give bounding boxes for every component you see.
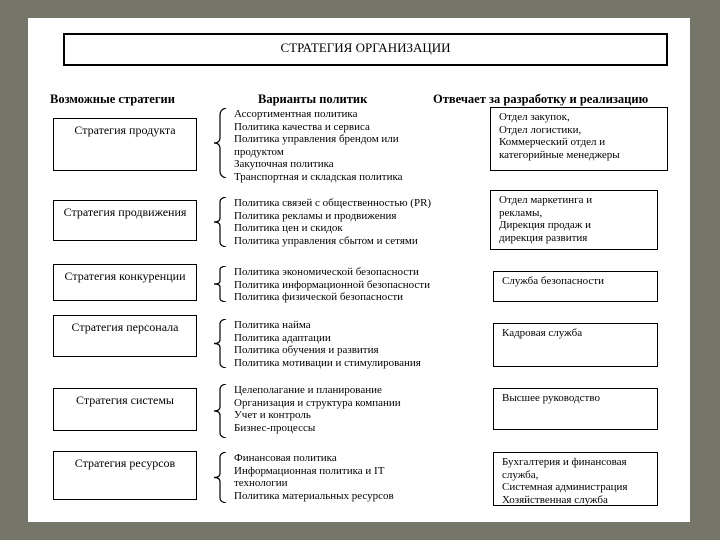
responsible-item: Отдел логистики, (499, 123, 582, 136)
strategy-box: Стратегия продукта (53, 118, 197, 171)
policy-item: Политика найма (234, 319, 311, 331)
header-strategies: Возможные стратегии (50, 92, 175, 106)
policy-item: Политика связей с общественностью (PR) (234, 197, 432, 209)
policy-item: Целеполагание и планирование (234, 384, 382, 396)
policy-item: Информационная политика и IT (234, 464, 385, 477)
responsible-item: Дирекция продаж и (499, 219, 591, 231)
curly-brace-icon (214, 452, 228, 503)
responsible-item: Кадровая служба (502, 327, 583, 339)
curly-brace-icon (214, 108, 228, 178)
responsible-item: Системная администрация (502, 481, 628, 493)
responsible-item: служба, (502, 468, 539, 481)
responsible-item: Хозяйственная служба (502, 493, 608, 506)
responsible-box (493, 452, 658, 506)
policy-item: Закупочная политика (234, 158, 334, 170)
curly-brace-icon (214, 319, 228, 368)
responsible-box (493, 323, 658, 367)
policy-item: Политика экономической безопасности (234, 266, 419, 278)
responsible-item: категорийные менеджеры (499, 148, 620, 161)
responsible-box (493, 271, 658, 302)
responsible-item: Бухгалтерия и финансовая (502, 456, 627, 468)
policy-list (234, 197, 431, 247)
policy-item: Учет и контроль (234, 409, 311, 421)
policy-item: Финансовая политика (234, 452, 337, 464)
strategy-box: Стратегия персонала (53, 315, 197, 357)
policy-item: технологии (234, 477, 288, 489)
policy-item: Политика качества и сервиса (234, 120, 370, 133)
header-responsible: Отвечает за разработку и реализацию (433, 92, 649, 106)
responsible-item: Отдел закупок, (499, 111, 570, 123)
responsible-item: Отдел маркетинга и (499, 194, 593, 206)
policy-item: Политика управления сбытом и сетями (234, 234, 418, 247)
policy-item: Организация и структура компании (234, 396, 401, 409)
slide-page (28, 18, 690, 522)
strategy-box: Стратегия продвижения (53, 200, 197, 241)
curly-brace-icon (214, 266, 228, 302)
policy-item: Политика физической безопасности (234, 291, 404, 303)
policy-item: Политика информационной безопасности (234, 278, 431, 291)
responsible-box (490, 190, 658, 250)
responsible-item: Служба безопасности (502, 275, 605, 287)
policy-item: Бизнес-процессы (234, 421, 316, 434)
policy-list (234, 452, 394, 502)
strategy-box: Стратегия ресурсов (53, 451, 197, 500)
responsible-item: дирекция развития (499, 231, 588, 244)
page-title: СТРАТЕГИЯ ОРГАНИЗАЦИИ (63, 33, 668, 66)
policy-list (234, 384, 401, 434)
policy-item: Политика цен и скидок (234, 222, 343, 234)
policy-item: Ассортиментная политика (234, 108, 358, 120)
responsible-box (493, 388, 658, 430)
policy-list (234, 108, 403, 183)
policy-item: Политика управления брендом или (234, 133, 399, 145)
policy-item: Транспортная и складская политика (234, 170, 403, 183)
responsible-item: Коммерческий отдел и (499, 136, 606, 148)
responsible-box (490, 107, 668, 171)
responsible-item: рекламы, (499, 206, 543, 219)
curly-brace-icon (214, 384, 228, 438)
strategy-box: Стратегия системы (53, 388, 197, 431)
responsible-item: Высшее руководство (502, 392, 600, 404)
policy-item: Политика рекламы и продвижения (234, 209, 397, 222)
policy-item: Политика адаптации (234, 331, 331, 344)
policy-item: Политика материальных ресурсов (234, 489, 394, 502)
policy-item: продуктом (234, 145, 284, 158)
policy-item: Политика мотивации и стимулирования (234, 356, 421, 369)
header-policies: Варианты политик (258, 92, 368, 106)
policy-list (234, 266, 430, 304)
strategy-box: Стратегия конкуренции (53, 264, 197, 301)
policy-list (234, 319, 421, 369)
curly-brace-icon (214, 197, 228, 247)
policy-item: Политика обучения и развития (234, 344, 379, 356)
